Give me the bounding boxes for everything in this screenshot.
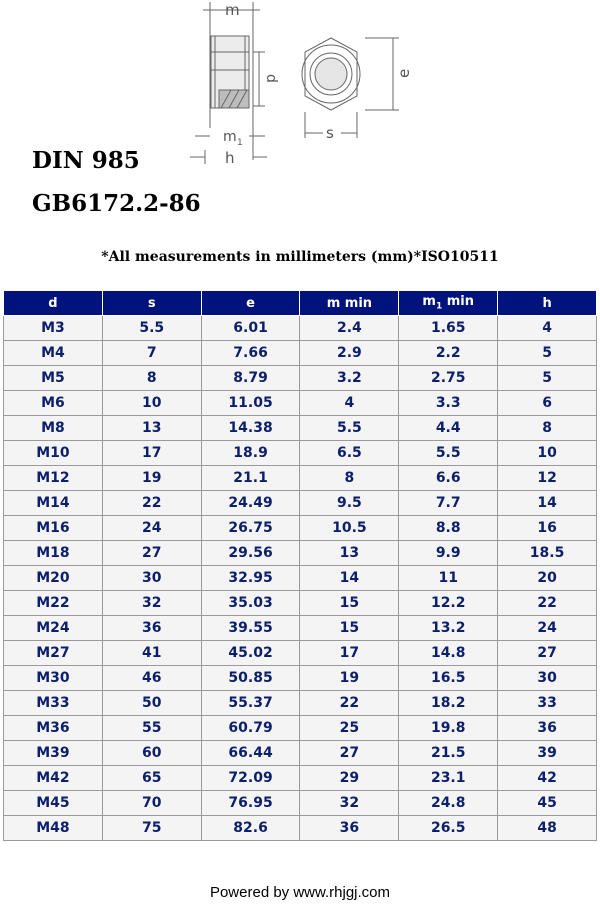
table-row	[4, 441, 597, 466]
cell-m1-min: 8.8	[399, 516, 498, 541]
cell-h: 27	[498, 641, 597, 666]
cell-s: 24	[102, 516, 201, 541]
cell-s: 17	[102, 441, 201, 466]
cell-m-min: 29	[300, 766, 399, 791]
cell-d: M12	[4, 466, 103, 491]
cell-m-min: 19	[300, 666, 399, 691]
cell-m-min: 15	[300, 616, 399, 641]
cell-m-min: 15	[300, 591, 399, 616]
cell-m1-min: 5.5	[399, 441, 498, 466]
table-header-row	[4, 291, 597, 316]
cell-s: 36	[102, 616, 201, 641]
cell-m1-min: 12.2	[399, 591, 498, 616]
cell-h: 12	[498, 466, 597, 491]
cell-s: 60	[102, 741, 201, 766]
cell-h: 48	[498, 816, 597, 841]
cell-d: M16	[4, 516, 103, 541]
dim-label-m: m	[225, 1, 240, 19]
table-row	[4, 541, 597, 566]
table-row	[4, 466, 597, 491]
dim-label-m1: m	[223, 129, 237, 145]
table-row	[4, 391, 597, 416]
nut-technical-drawing	[185, 0, 415, 168]
cell-h: 10	[498, 441, 597, 466]
cell-m1-min: 9.9	[399, 541, 498, 566]
cell-m-min: 6.5	[300, 441, 399, 466]
cell-m-min: 22	[300, 691, 399, 716]
cell-m1-min: 4.4	[399, 416, 498, 441]
cell-d: M18	[4, 541, 103, 566]
cell-m-min: 2.9	[300, 341, 399, 366]
cell-s: 75	[102, 816, 201, 841]
cell-h: 8	[498, 416, 597, 441]
cell-m1-min: 26.5	[399, 816, 498, 841]
cell-m1-min: 21.5	[399, 741, 498, 766]
table-row	[4, 641, 597, 666]
table-row	[4, 666, 597, 691]
cell-m-min: 32	[300, 791, 399, 816]
col-header-e: e	[201, 291, 300, 316]
table-row	[4, 741, 597, 766]
nut-drawing-svg	[185, 0, 415, 168]
cell-m-min: 2.4	[300, 316, 399, 341]
cell-h: 6	[498, 391, 597, 416]
cell-m-min: 17	[300, 641, 399, 666]
cell-m-min: 9.5	[300, 491, 399, 516]
cell-e: 32.95	[201, 566, 300, 591]
cell-m1-min: 2.75	[399, 366, 498, 391]
col-header-m1-suffix: min	[442, 294, 475, 310]
cell-e: 14.38	[201, 416, 300, 441]
dim-label-m1-subscript: 1	[237, 138, 243, 148]
table-row	[4, 366, 597, 391]
cell-h: 18.5	[498, 541, 597, 566]
cell-s: 46	[102, 666, 201, 691]
cell-e: 55.37	[201, 691, 300, 716]
cell-d: M8	[4, 416, 103, 441]
cell-m-min: 3.2	[300, 366, 399, 391]
cell-s: 27	[102, 541, 201, 566]
cell-e: 29.56	[201, 541, 300, 566]
col-header-m1-min	[399, 291, 498, 316]
cell-h: 20	[498, 566, 597, 591]
table-row	[4, 491, 597, 516]
cell-d: M36	[4, 716, 103, 741]
cell-h: 45	[498, 791, 597, 816]
cell-m-min: 5.5	[300, 416, 399, 441]
cell-m1-min: 7.7	[399, 491, 498, 516]
col-header-s: s	[102, 291, 201, 316]
cell-m-min: 8	[300, 466, 399, 491]
dim-label-s: s	[326, 124, 334, 142]
cell-m1-min: 18.2	[399, 691, 498, 716]
cell-s: 22	[102, 491, 201, 516]
cell-m-min: 10.5	[300, 516, 399, 541]
cell-m1-min: 11	[399, 566, 498, 591]
footer-credit: Powered by www.rhjgj.com	[209, 884, 391, 901]
cell-m1-min: 13.2	[399, 616, 498, 641]
cell-m1-min: 24.8	[399, 791, 498, 816]
cell-s: 41	[102, 641, 201, 666]
cell-d: M3	[4, 316, 103, 341]
cell-d: M20	[4, 566, 103, 591]
cell-d: M33	[4, 691, 103, 716]
cell-h: 24	[498, 616, 597, 641]
cell-m-min: 25	[300, 716, 399, 741]
cell-h: 22	[498, 591, 597, 616]
cell-d: M22	[4, 591, 103, 616]
cell-s: 55	[102, 716, 201, 741]
table-row	[4, 566, 597, 591]
cell-e: 7.66	[201, 341, 300, 366]
cell-s: 10	[102, 391, 201, 416]
cell-m1-min: 2.2	[399, 341, 498, 366]
cell-m1-min: 23.1	[399, 766, 498, 791]
cell-e: 6.01	[201, 316, 300, 341]
cell-m-min: 13	[300, 541, 399, 566]
dim-label-d: d	[263, 74, 279, 83]
cell-s: 30	[102, 566, 201, 591]
table-row	[4, 316, 597, 341]
cell-e: 18.9	[201, 441, 300, 466]
cell-e: 72.09	[201, 766, 300, 791]
table-row	[4, 716, 597, 741]
cell-h: 36	[498, 716, 597, 741]
cell-m-min: 27	[300, 741, 399, 766]
cell-e: 21.1	[201, 466, 300, 491]
table-row	[4, 591, 597, 616]
cell-m-min: 4	[300, 391, 399, 416]
cell-h: 4	[498, 316, 597, 341]
cell-s: 8	[102, 366, 201, 391]
cell-d: M45	[4, 791, 103, 816]
cell-m1-min: 6.6	[399, 466, 498, 491]
table-body	[4, 316, 597, 841]
cell-e: 11.05	[201, 391, 300, 416]
cell-e: 66.44	[201, 741, 300, 766]
col-header-d: d	[4, 291, 103, 316]
cell-m1-min: 16.5	[399, 666, 498, 691]
table-row	[4, 416, 597, 441]
table-row	[4, 341, 597, 366]
cell-h: 39	[498, 741, 597, 766]
table-row	[4, 516, 597, 541]
cell-e: 8.79	[201, 366, 300, 391]
cell-e: 76.95	[201, 791, 300, 816]
cell-h: 42	[498, 766, 597, 791]
cell-m-min: 36	[300, 816, 399, 841]
cell-d: M5	[4, 366, 103, 391]
cell-m1-min: 14.8	[399, 641, 498, 666]
dimensions-table	[3, 290, 597, 841]
table-row	[4, 691, 597, 716]
standard-din: DIN 985	[32, 147, 140, 174]
cell-d: M48	[4, 816, 103, 841]
cell-d: M39	[4, 741, 103, 766]
cell-m1-min: 1.65	[399, 316, 498, 341]
cell-h: 5	[498, 341, 597, 366]
cell-e: 24.49	[201, 491, 300, 516]
table-row	[4, 791, 597, 816]
cell-s: 65	[102, 766, 201, 791]
cell-h: 14	[498, 491, 597, 516]
dim-label-e: e	[395, 68, 413, 78]
cell-e: 26.75	[201, 516, 300, 541]
cell-s: 19	[102, 466, 201, 491]
cell-d: M30	[4, 666, 103, 691]
cell-h: 33	[498, 691, 597, 716]
cell-d: M27	[4, 641, 103, 666]
cell-h: 16	[498, 516, 597, 541]
col-header-m1-base: m	[422, 294, 436, 310]
cell-s: 7	[102, 341, 201, 366]
cell-d: M10	[4, 441, 103, 466]
cell-e: 39.55	[201, 616, 300, 641]
dim-label-h: h	[225, 149, 235, 167]
cell-s: 70	[102, 791, 201, 816]
table-row	[4, 816, 597, 841]
cell-e: 35.03	[201, 591, 300, 616]
cell-e: 82.6	[201, 816, 300, 841]
cell-e: 60.79	[201, 716, 300, 741]
cell-d: M42	[4, 766, 103, 791]
cell-s: 13	[102, 416, 201, 441]
col-header-m1-subscript: 1	[435, 301, 443, 312]
cell-m1-min: 19.8	[399, 716, 498, 741]
cell-e: 45.02	[201, 641, 300, 666]
cell-e: 50.85	[201, 666, 300, 691]
standard-gb: GB6172.2-86	[32, 190, 201, 217]
cell-h: 30	[498, 666, 597, 691]
cell-s: 5.5	[102, 316, 201, 341]
cell-s: 32	[102, 591, 201, 616]
table-row	[4, 616, 597, 641]
col-header-h: h	[498, 291, 597, 316]
cell-d: M14	[4, 491, 103, 516]
cell-d: M4	[4, 341, 103, 366]
measurement-note: *All measurements in millimeters (mm)*ISO10511	[101, 249, 499, 265]
col-header-m-min: m min	[300, 291, 399, 316]
cell-d: M24	[4, 616, 103, 641]
cell-s: 50	[102, 691, 201, 716]
cell-h: 5	[498, 366, 597, 391]
cell-m-min: 14	[300, 566, 399, 591]
table-row	[4, 766, 597, 791]
cell-m1-min: 3.3	[399, 391, 498, 416]
cell-d: M6	[4, 391, 103, 416]
